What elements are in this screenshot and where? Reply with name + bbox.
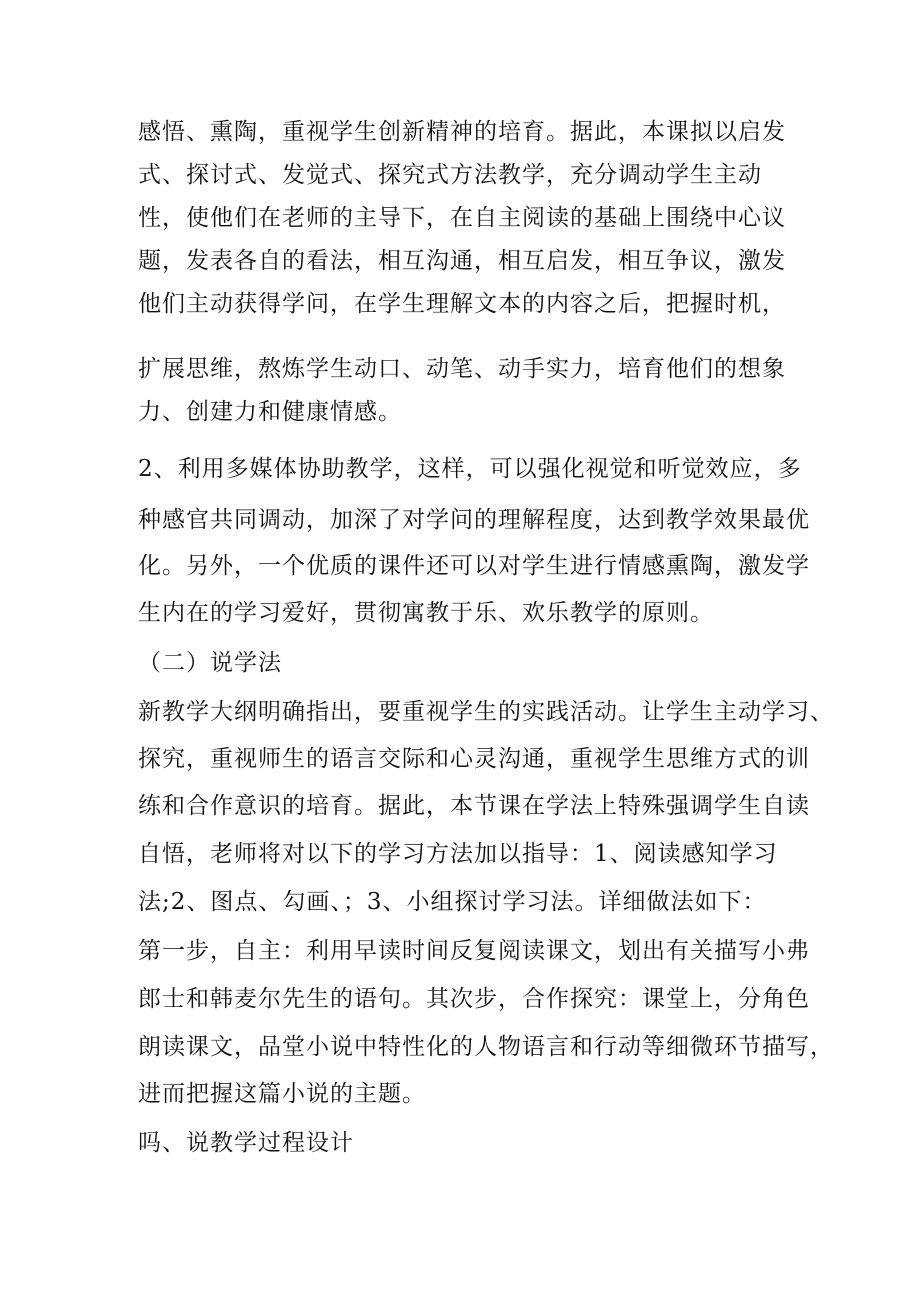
text-line-10: 化。另外，一个优质的课件还可以对学生进行情感熏陶，激发学: [138, 553, 810, 579]
text-line-16: 自悟，老师将对以下的学习方法加以指导：1、阅读感知学习: [138, 841, 778, 867]
text-line-5: 他们主动获得学问，在学生理解文本的内容之后，把握时机，: [138, 291, 786, 317]
text-line-19: 郎士和韩麦尔先生的语句。其次步，合作探究：课堂上，分角色: [138, 986, 810, 1012]
section-heading-study-methods: （二）说学法: [138, 650, 282, 676]
text-line-2: 式、探讨式、发觉式、探究式方法教学，充分调动学生主动: [138, 162, 762, 188]
text-line-20: 朗读课文，品堂小说中特性化的人物语言和行动等细微环节描写，: [138, 1034, 834, 1060]
text-line-21: 进而把握这篇小说的主题。: [138, 1081, 426, 1107]
text-line-4: 题，发表各自的看法，相互沟通，相互启发，相互争议，激发: [138, 248, 786, 274]
text-line-3: 性，使他们在老师的主导下，在自主阅读的基础上围绕中心议: [138, 205, 786, 231]
text-line-15: 练和合作意识的培育。据此，本节课在学法上特殊强调学生自读: [138, 793, 810, 819]
text-line-9: 种感官共同调动，加深了对学问的理解程度，达到教学效果最优: [138, 507, 810, 533]
text-line-18: 第一步，自主：利用早读时间反复阅读课文，划出有关描写小弗: [138, 938, 810, 964]
text-line-17: 法;2、图点、勾画、；3、小组探讨学习法。详细做法如下：: [138, 889, 767, 915]
text-line-8: 2、利用多媒体协助教学，这样，可以强化视觉和听觉效应，多: [138, 456, 802, 482]
text-line-11: 生内在的学习爱好，贯彻寓教于乐、欢乐教学的原则。: [138, 600, 714, 626]
text-line-6: 扩展思维，熬炼学生动口、动笔、动手实力，培育他们的想象: [138, 356, 786, 382]
text-line-14: 探究，重视师生的语言交际和心灵沟通，重视学生思维方式的训: [138, 746, 810, 772]
section-heading-process-design: 吗、说教学过程设计: [138, 1130, 354, 1156]
text-line-13: 新教学大纲明确指出，要重视学生的实践活动。让学生主动学习、: [138, 699, 834, 725]
text-line-1: 感悟、熏陶，重视学生创新精神的培育。据此，本课拟以启发: [138, 119, 786, 145]
text-line-7: 力、创建力和健康情感。: [138, 399, 402, 425]
